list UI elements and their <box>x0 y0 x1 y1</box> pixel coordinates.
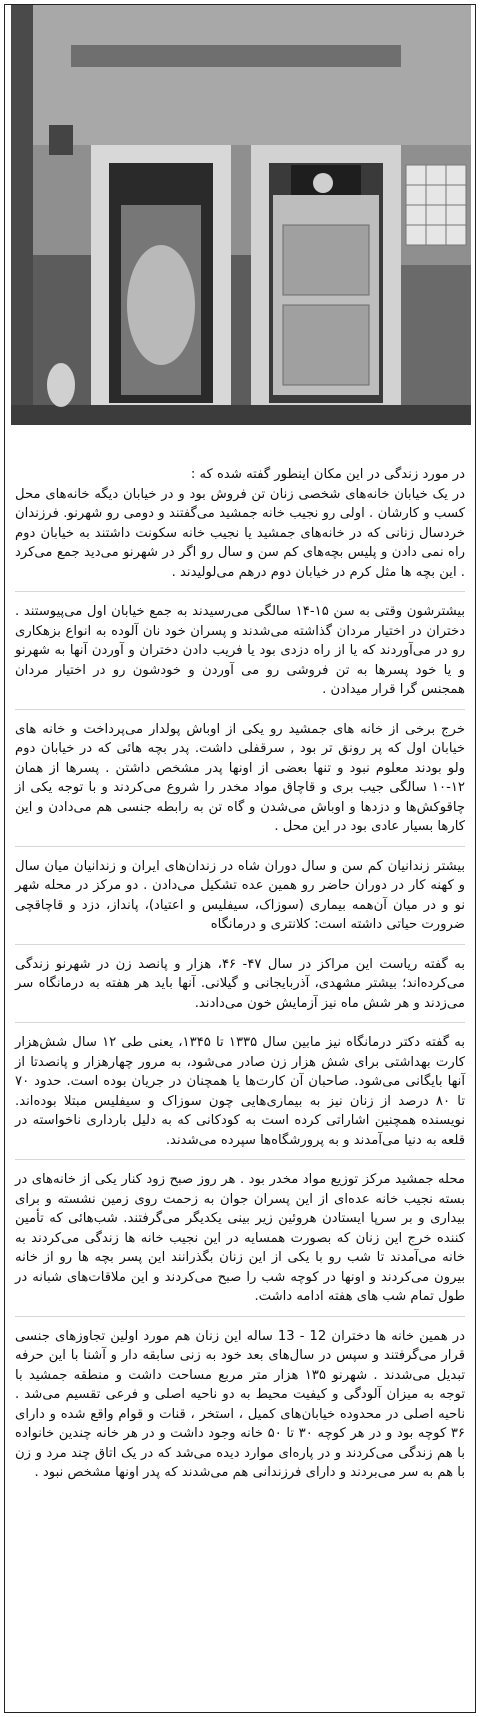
intro-line: در مورد زندگی در این مکان اینطور گفته شده که : <box>190 467 465 482</box>
paragraph: بیشتر زندانیان کم سن و سال دوران شاه در زندان‌های ایران و زندانیان میان سال و کهنه کار در دوران حاضر رو همین عده تشکیل می‌دادن . دو مرکز در محله شهر نو و در میان آن‌همه بیماری (سوزاک، سیفلیس و اعتیاد)، پانداز، دزد و قاچاقچی ضرورت حیاتی داشته است: کلانتری و درمانگاه <box>15 857 465 945</box>
paragraph: به گفته ریاست این مراکز در سال ۴۷- ۴۶، هزار و پانصد زن در شهرنو زندگی می‌کرده‌اند؛ بیشتر مشهدی، آذربایجانی و گیلانی. آنها باید هر هفته به درمانگاه سر می‌زدند و هر شش ماه نیز آزمایش خون می‌دادند. <box>15 955 465 1024</box>
historical-photo <box>11 5 471 425</box>
paragraph: محله جمشید مرکز توزیع مواد مخدر بود . هر روز صبح زود کنار یکی از خانه‌های در بسته نجیب خانه عده‌ای از این پسران جوان به زحمت روی زمین نشسته و برای بیداری و بر سرپا ایستادن هروئین زیر بینی یکدیگر می‌گرفتند. شب‌هائی که تأمین کننده خرج این زنان که بصورت همسایه در این نجیب خانه ها زندگی می‌کردند به خانه می‌آمدند تا شب رو با یکی از این زنان بگذرانند این پسر بچه ها رو از خانه بیرون می‌کردند و اونها در کوچه شب را صبح می‌کردند و این ملاقات‌های شبانه در طول تمام شب های هفته ادامه داشت. <box>15 1170 465 1317</box>
doorways-photo-icon <box>11 5 471 425</box>
paragraph-text: در یک خیابان خانه‌های شخصی زنان تن فروش بود و در خیابان دیگه خانه‌های محل کسب و کارشان . اولی رو نجیب خانه جمشید می‌گفتند و دومی رو شهرنو. فرزندان خردسال زنانی که در خانه‌های جمشید یا نجیب خانه سکونت داشتند به خیابان دوم راه نمی دادن و پلیس بچه‌های کم سن و سال رو اگر در شهرنو می‌دید جمع می‌کرد . این بچه ها مثل کرم در خیابان دوم درهم می‌لولیدند . <box>15 486 465 580</box>
paragraph: به گفته دکتر درمانگاه نیز مابین سال ۱۳۳۵ تا ۱۳۴۵، یعنی طی ۱۲ سال شش‌هزار کارت بهداشتی برای شش هزار زن صادر می‌شود، به مرور چهارهزار و پانصدتا از آنها بایگانی می‌شود. صاحبان آن کارت‌ها یا همچنان در جریان بوده است. حدود ۷۰ تا ۸۰ درصد از زنان نیز به بیماری‌هایی چون سوزاک و سیفلیس مبتلا بوده‌اند. نویسنده همچنین اشاراتی کرده است به کودکانی که به دلیل بارداری ناخواسته در قلعه به دنیا می‌آمدند و به پرورشگاه‌ها سپرده می‌شدند. <box>15 1033 465 1160</box>
paragraph <box>15 465 465 592</box>
paragraph: در همین خانه ها دختران 12 - 13 ساله این زنان هم مورد اولین تجاوزهای جنسی قرار می‌گرفتند و سپس در سال‌های بعد خود به زنی سابقه دار و آشنا با این حرفه تبدیل می‌شدند . شهرنو ۱۳۵ هزار متر مربع مساحت داشت و منطقه جمشید با توجه به میزان آلودگی و کیفیت محیط به دو ناحیه اصلی و فرعی تقسیم می‌شد . ناحیه اصلی در محدوده خیابان‌های کمیل ، استخر ، قنات و قوام واقع شده و دارای ۳۶ کوچه بود و در هر کوچه ۳۰ تا ۵۰ خانه وجود داشت و در هر خانه چندین خانواده با هم زندگی می‌کردند و در پاره‌ای موارد دیده می‌شد که در یک اتاق چند مرد و زن با هم به سر می‌بردند و دارای فرزندانی هم می‌شدند که پدر اونها مشخص نبود . <box>15 1328 465 1480</box>
paragraph: بیشترشون وقتی به سن ۱۵-۱۴ سالگی می‌رسیدند به جمع خیابان اول می‌پیوستند . دختران در اختیار مردان گذاشته می‌شدند و پسران خود نان آلوده به انواع بزهکاری رو در می‌آوردند که یا از راه دزدی بود یا فریب دادن دختران و آوردن آنها به شهرنو و یا خود پسرها به تن فروشی رو می آوردن و خودشون رو در اختیار مردان همجنس گرا قرار میدادن . <box>15 602 465 710</box>
paragraph: خرج برخی از خانه های جمشید رو یکی از اوباش پولدار می‌پرداخت و خانه های خیابان اول که پر رونق تر بود , سرقفلی داشت. پدر بچه هائی که در خیابان دوم ولو بودند معلوم نبود و تنها بعضی از اونها پدر مشخص داشتن . پسرها از همان ۱۲-۱۰ سالگی جیب بری و قاچاق مواد مخدر را شروع می‌کردند و با توجه یکی از چاقوکش‌ها و دزدها و اوباش می‌شدن و گاه تن به رابطه جنسی هم می‌دادن و این کارها بسیار عادی بود در این محل . <box>15 720 465 847</box>
article-body <box>15 465 465 1502</box>
article-frame <box>4 4 476 1713</box>
